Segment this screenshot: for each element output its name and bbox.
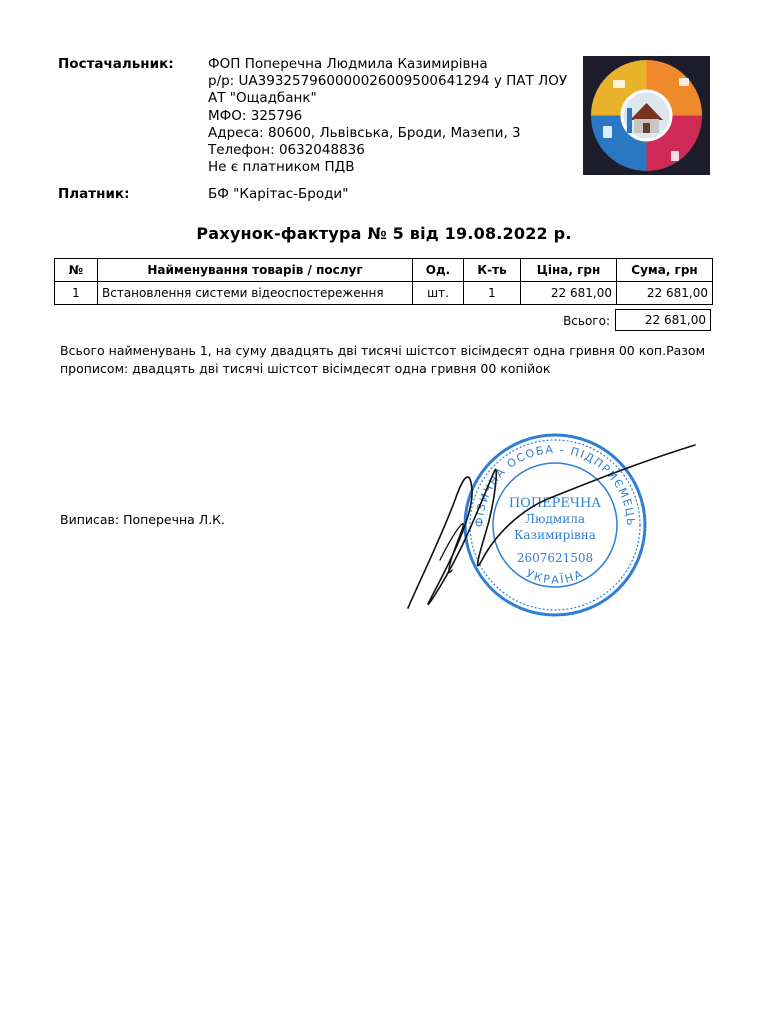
camera-icon — [679, 78, 689, 86]
supplier-bank: АТ "Ощадбанк" — [208, 90, 317, 107]
col-header-unit: Од. — [413, 259, 464, 282]
row-unit: шт. — [413, 282, 464, 305]
invoice-title: Рахунок-фактура № 5 від 19.08.2022 р. — [196, 224, 572, 243]
col-header-quantity: К-ть — [464, 259, 521, 282]
supplier-label: Постачальник: — [58, 56, 174, 72]
supplier-phone: Телефон: 0632048836 — [208, 142, 365, 159]
payer-label: Платник: — [58, 186, 130, 202]
row-number: 1 — [55, 282, 98, 305]
supplier-mfo: МФО: 325796 — [208, 107, 303, 124]
items-table — [54, 258, 713, 305]
supplier-address: Адреса: 80600, Львівська, Броди, Мазепи, 3 — [208, 124, 521, 141]
stamp-code: 2607621508 — [516, 551, 594, 565]
col-header-sum: Сума, грн — [617, 259, 713, 282]
stamp-name-1: ПОПЕРЕЧНА — [508, 496, 602, 511]
total-label: Всього: — [563, 314, 610, 328]
table-header-row — [55, 259, 713, 282]
table-row — [55, 282, 713, 305]
stamp-ring-top: ФІЗИЧНА ОСОБА - ПІДПРИЄМЕЦЬ — [472, 442, 638, 528]
total-value: 22 681,00 — [615, 309, 711, 331]
supplier-vat-note: Не є платником ПДВ — [208, 159, 355, 176]
stamp-name-3: Казимирівна — [514, 528, 596, 542]
stamp-name-2: Людмила — [525, 512, 585, 526]
company-logo — [583, 56, 710, 175]
amount-in-words: Всього найменувань 1, на суму двадцять дві тисячі шістсот вісімдесят одна гривня 00 коп.Разом прописом: двадцять дві тисячі шістсот вісімдесят одна гривня 00 копійок — [60, 343, 705, 376]
payer-name: БФ "Карітас-Броди" — [208, 186, 349, 202]
row-name: Встановлення системи відеоспостереження — [98, 282, 413, 305]
signature — [400, 440, 700, 615]
device-icon — [603, 126, 612, 138]
supplier-account: р/р: UA393257960000026009500641294 у ПАТ ЛОУ — [208, 73, 568, 90]
monitor-icon — [613, 80, 625, 88]
col-header-number: № — [55, 259, 98, 282]
col-header-price: Ціна, грн — [521, 259, 617, 282]
issued-by: Виписав: Поперечна Л.К. — [60, 512, 226, 527]
stamp-ring-bottom: УКРАЇНА — [524, 566, 586, 587]
col-header-name: Найменування товарів / послуг — [98, 259, 413, 282]
lock-icon — [671, 151, 679, 161]
row-price: 22 681,00 — [521, 282, 617, 305]
row-sum: 22 681,00 — [617, 282, 713, 305]
row-quantity: 1 — [464, 282, 521, 305]
supplier-details — [208, 56, 567, 176]
supplier-name: ФОП Поперечна Людмила Казимирівна — [208, 56, 488, 72]
